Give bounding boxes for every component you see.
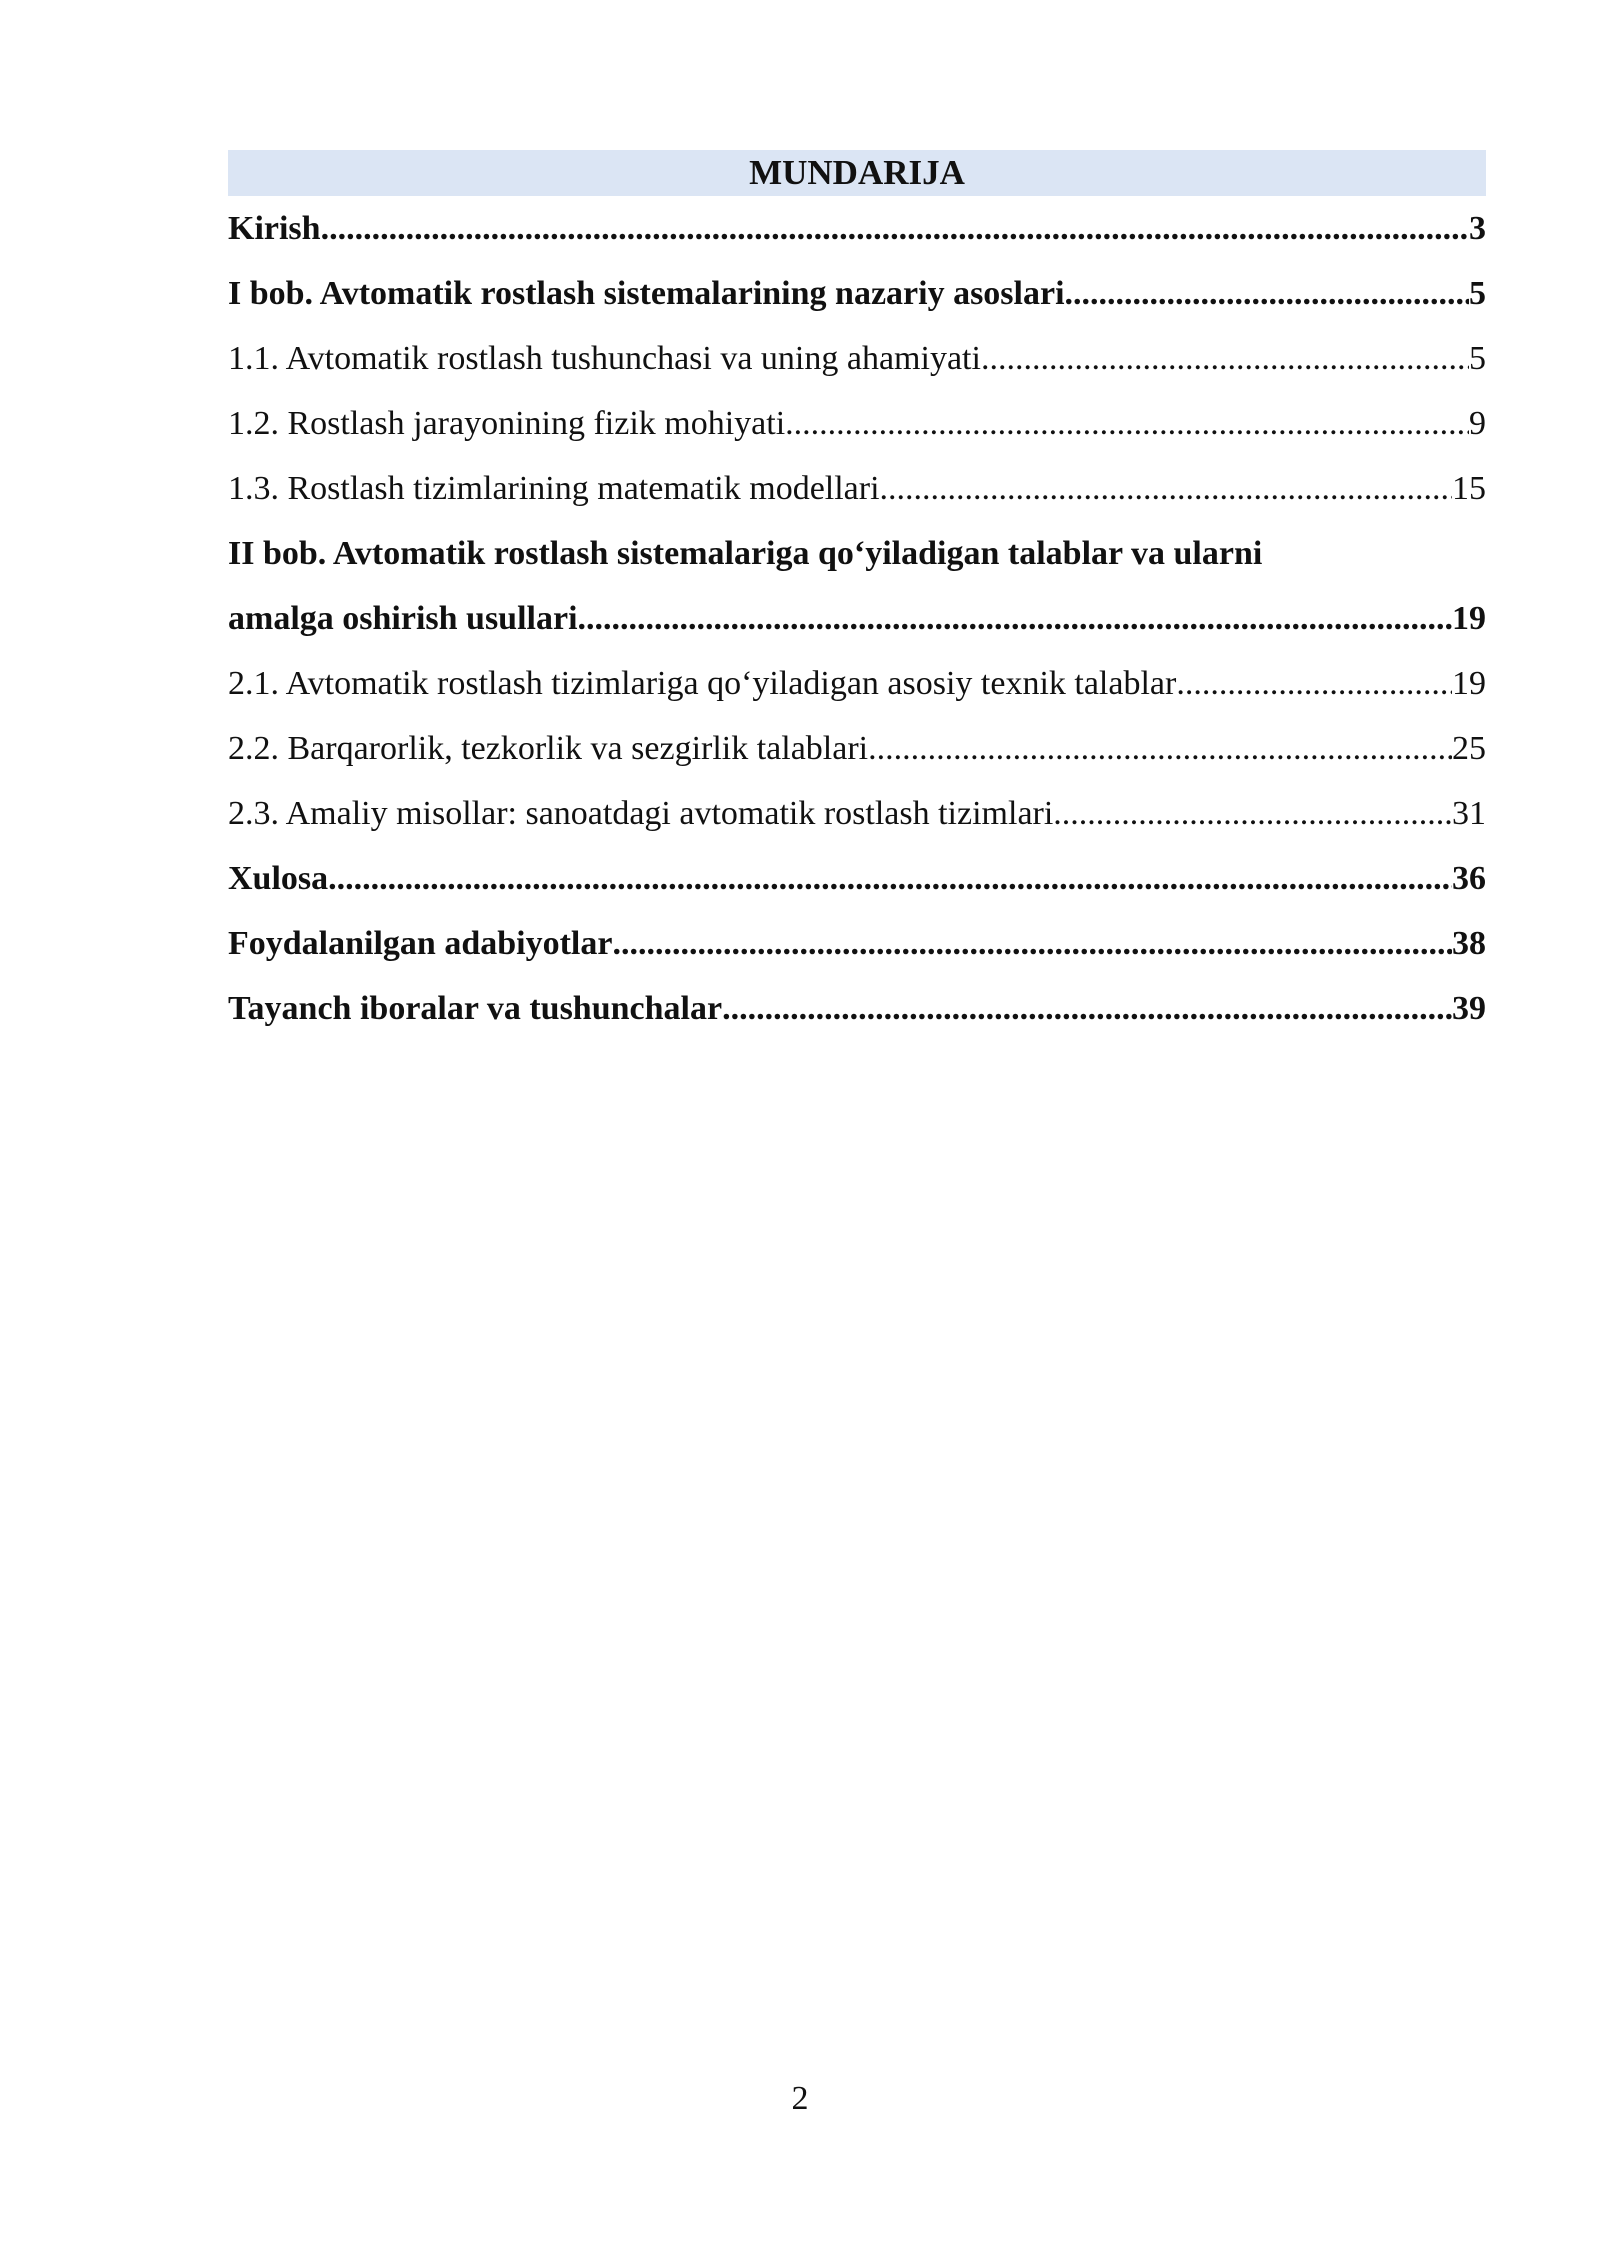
toc-entry-text: amalga oshirish usullari [228, 600, 578, 637]
toc-entry-text: 2.1. Avtomatik rostlash tizimlariga qo‘yiladigan asosiy texnik talablar [228, 665, 1177, 702]
toc-entry-section-2-3[interactable] [228, 781, 1486, 846]
toc-entry-page: 3 [1469, 210, 1486, 247]
toc-entry-page: 5 [1469, 340, 1486, 377]
toc-entry-page: 38 [1452, 925, 1486, 962]
table-of-contents [228, 150, 1486, 1041]
toc-entry-text-line1: II bob. Avtomatik rostlash sistemalariga qo‘yiladigan talablar va ularni [228, 535, 1263, 572]
toc-entry-chapter-1[interactable] [228, 261, 1486, 326]
toc-entry-page: 5 [1469, 275, 1486, 312]
toc-list [228, 196, 1486, 1041]
toc-entry-page: 36 [1452, 860, 1486, 897]
toc-entry-text: 1.2. Rostlash jarayonining fizik mohiyati [228, 405, 786, 442]
toc-title: MUNDARIJA [228, 150, 1486, 196]
toc-entry-page: 31 [1452, 795, 1486, 832]
toc-entry-section-1-1[interactable] [228, 326, 1486, 391]
toc-entry-text: Foydalanilgan adabiyotlar [228, 925, 613, 962]
toc-entry-page: 39 [1452, 990, 1486, 1027]
toc-entry-page: 25 [1452, 730, 1486, 767]
toc-entry-chapter-2[interactable] [228, 521, 1486, 651]
toc-entry-text: 2.3. Amaliy misollar: sanoatdagi avtomatik rostlash tizimlari [228, 795, 1054, 832]
toc-entry-text: Xulosa [228, 860, 329, 897]
toc-entry-text: 1.3. Rostlash tizimlarining matematik modellari [228, 470, 880, 507]
toc-entry-references[interactable] [228, 911, 1486, 976]
toc-entry-page: 19 [1452, 665, 1486, 702]
toc-entry-section-2-1[interactable] [228, 651, 1486, 716]
page-number: 2 [791, 2080, 809, 2117]
toc-entry-text: Kirish [228, 210, 321, 247]
toc-entry-section-2-2[interactable] [228, 716, 1486, 781]
toc-entry-page: 19 [1452, 600, 1486, 637]
toc-entry-section-1-2[interactable] [228, 391, 1486, 456]
toc-entry-section-1-3[interactable] [228, 456, 1486, 521]
toc-entry-text: Tayanch iboralar va tushunchalar [228, 990, 723, 1027]
toc-entry-kirish[interactable] [228, 196, 1486, 261]
toc-entry-text: I bob. Avtomatik rostlash sistemalarining nazariy asoslari [228, 275, 1065, 312]
toc-entry-text: 1.1. Avtomatik rostlash tushunchasi va uning ahamiyati [228, 340, 981, 377]
toc-entry-page: 15 [1452, 470, 1486, 507]
toc-entry-glossary[interactable] [228, 976, 1486, 1041]
toc-entry-xulosa[interactable] [228, 846, 1486, 911]
toc-entry-text: 2.2. Barqarorlik, tezkorlik va sezgirlik talablari [228, 730, 869, 767]
toc-entry-page: 9 [1469, 405, 1486, 442]
